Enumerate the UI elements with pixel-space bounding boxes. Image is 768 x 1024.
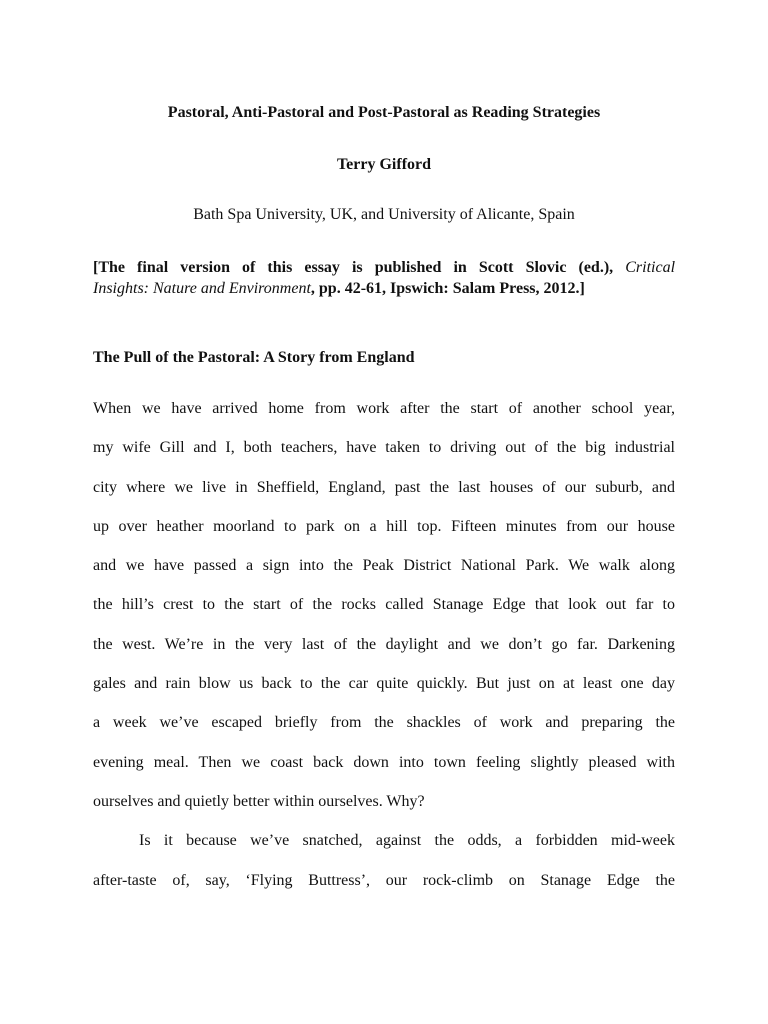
body-line: ourselves and quietly better within ourselves. Why?	[93, 792, 425, 810]
author-name: Terry Gifford	[336, 156, 432, 173]
publication-note	[93, 257, 675, 299]
publication-note-text: , pp. 42-61, Ipswich: Salam Press, 2012.]	[310, 280, 585, 297]
body-line: the hill’s crest to the start of the rocks called Stanage Edge that look out far to	[93, 596, 675, 614]
body-line: gales and rain blow us back to the car quite quickly. But just on at least one day	[93, 675, 675, 693]
body-line: Is it because we’ve snatched, against the odds, a forbidden mid-week	[139, 832, 675, 850]
body-line: my wife Gill and I, both teachers, have taken to driving out of the big industrial	[93, 439, 675, 457]
body-line: city where we live in Sheffield, England, past the last houses of our suburb, and	[93, 478, 675, 496]
body-line: the west. We’re in the very last of the daylight and we don’t go far. Darkening	[93, 635, 675, 653]
section-heading: The Pull of the Pastoral: A Story from England	[93, 349, 415, 366]
publication-note-line	[93, 257, 675, 278]
publication-note-text: [The final version of this essay is published in Scott Slovic (ed.),	[93, 259, 614, 276]
body-line: When we have arrived home from work after the start of another school year,	[93, 400, 675, 417]
body-text	[93, 398, 675, 909]
author-affiliation: Bath Spa University, UK, and University of Alicante, Spain	[193, 206, 575, 223]
paper-title: Pastoral, Anti-Pastoral and Post-Pastoral as Reading Strategies	[167, 104, 601, 121]
body-line: evening meal. Then we coast back down into town feeling slightly pleased with	[93, 753, 675, 771]
body-line: and we have passed a sign into the Peak District National Park. We walk along	[93, 557, 675, 575]
publication-note-line	[93, 278, 675, 299]
body-line: after-taste of, say, ‘Flying Buttress’, our rock-climb on Stanage Edge the	[93, 871, 675, 889]
body-line: a week we’ve escaped briefly from the shackles of work and preparing the	[93, 714, 675, 732]
book-title: Insights: Nature and Environment	[93, 280, 311, 297]
book-title: Critical	[625, 259, 676, 276]
body-line: up over heather moorland to park on a hill top. Fifteen minutes from our house	[93, 517, 675, 535]
